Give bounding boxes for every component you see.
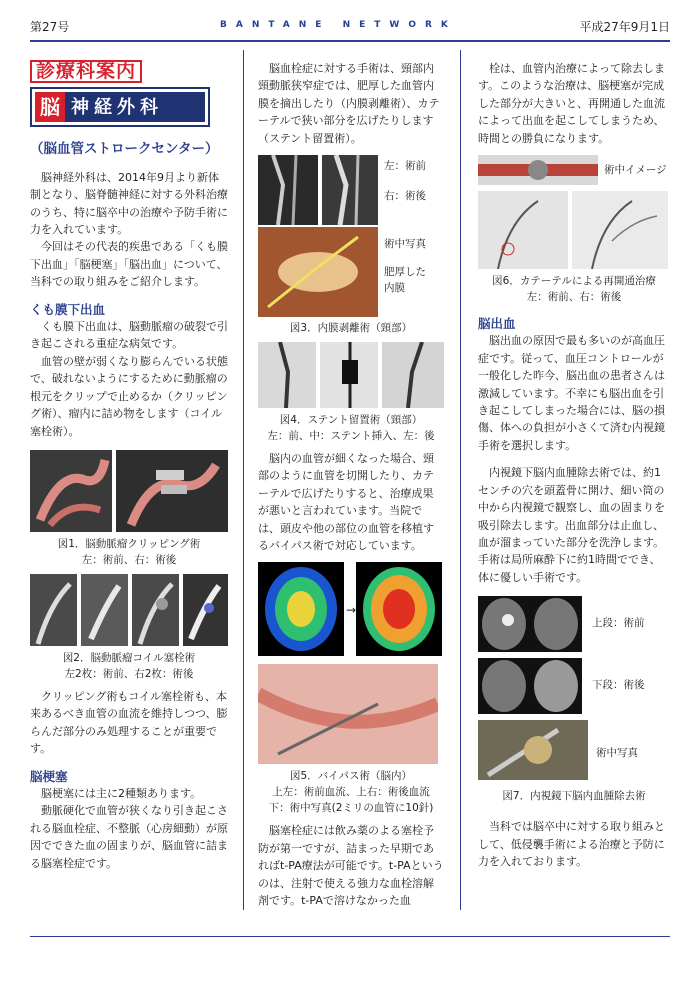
fig1-title: 図1．脳動脈瘤クリッピング術 [57, 537, 201, 550]
figure-3 [258, 155, 444, 320]
infarct-paragraph-1: 脳梗塞には主に2種類あります。 [41, 786, 202, 800]
fig5-preop-flow-image [258, 562, 344, 656]
closing-paragraph: 当科では脳卒中に対する取り組みとして、低侵襲手術による治療と予防に力を入れております。 [478, 820, 665, 868]
issue-number: 第27号 [30, 20, 70, 34]
sah-heading: くも膜下出血 [30, 301, 106, 317]
fig5-postop-flow-image [356, 562, 442, 656]
column-1 [30, 60, 228, 872]
infarct-paragraph-2: 動脈硬化で血管が狭くなり引き起こされる脳血栓症、不整脈（心房細動）が原因でできた血の固まりが、脳血管に詰まる脳塞栓症です。 [30, 804, 228, 870]
figure-7 [478, 596, 670, 784]
footer-rule [30, 936, 670, 937]
infarct-heading: 脳梗塞 [30, 768, 68, 784]
arrow-icon: → [346, 603, 357, 618]
fig4-image-3 [382, 342, 444, 408]
fig1-subcaption: 左：術前、右：術後 [81, 553, 177, 566]
col2-paragraph-3: 脳塞栓症には飲み薬のよる塞栓予防が第一ですが、詰まった早期であればt-PA療法が可能です。t-PAというのは、注射で使える強力な血栓溶解剤です。t-PAで溶けなかった血 [258, 824, 444, 908]
fig1-postop-image [116, 450, 228, 532]
fig4-image-1 [258, 342, 316, 408]
figure-2-caption [30, 650, 228, 682]
col2-paragraph-2: 脳内の血管が細くなった場合、頸部のように血管を切開したり、カテーテルで広げたりすると、治療成果が悪いと言われています。当院では、頭皮や他の部位の血管を移植するバイパス術で対応しています。 [258, 452, 434, 553]
fig7-surgery-photo [478, 720, 588, 780]
fig3-preop-image [258, 155, 318, 225]
fig7-label-preop: 上段：術前 [592, 617, 645, 630]
fig3-label-preop: 左：術前 [384, 160, 426, 173]
sah-paragraph-2: 血管の壁が弱くなり膨らんでいる状態で、破れないようにするために動脈瘤の根元をクリップで止めるか（クリッピング術）、瘤内に詰め物をします（コイル塞栓術）。 [30, 354, 228, 438]
figure-2-images [30, 574, 228, 646]
fig2-image-4 [183, 574, 228, 646]
fig6-preop-image [478, 191, 568, 269]
ich-heading: 脳出血 [478, 316, 516, 332]
fig2-image-1 [30, 574, 77, 646]
figure-4-caption [258, 412, 444, 444]
fig5-title: 図5．バイパス術（脳内） [290, 770, 412, 783]
department-subtitle: （脳血管ストロークセンター） [30, 141, 219, 158]
department-title-box [30, 87, 210, 127]
fig6-intraop-image [478, 155, 598, 185]
column-2 [258, 60, 444, 910]
fig7-label-postop: 下段：術後 [592, 679, 645, 692]
figure-1-caption [30, 536, 228, 568]
fig3-label-surgery: 術中写真 [384, 238, 426, 251]
col2-paragraph-1: 脳血栓症に対する手術は、頸部内頸動脈狭窄症では、肥厚した血管内膜を摘出したり（内膜剥離術）、カテーテルで狭い部分を広げたりします（ステント留置術）。 [258, 62, 440, 145]
newsletter-title: BANTANE NETWORK [220, 20, 457, 30]
fig6-postop-image [572, 191, 668, 269]
figure-6-caption [478, 273, 670, 305]
column-divider-2 [460, 50, 461, 910]
issue-date: 平成27年9月1日 [579, 20, 670, 34]
fig7-title: 図7．内視鏡下脳内血腫除去術 [502, 790, 646, 803]
sah-paragraph-1: くも膜下出血は、脳動脈瘤の破裂で引き起こされる重症な病気です。 [30, 320, 228, 351]
fig3-title: 図3．内膜剥離術（頸部） [289, 322, 413, 335]
fig5-blood-flow-images [258, 562, 444, 658]
fig3-label-postop: 右：術後 [384, 190, 426, 203]
section-kicker: 診療科案内 [30, 60, 142, 83]
fig3-surgery-photo [258, 227, 378, 317]
department-kanji: 脳 [35, 92, 65, 122]
fig3-postop-image [322, 155, 378, 225]
fig7-preop-ct [478, 596, 582, 652]
department-name: 神経外科 [71, 96, 163, 118]
fig5-surgery-photo [258, 664, 438, 764]
fig2-title: 図2．脳動脈瘤コイル塞栓術 [62, 651, 196, 664]
column-divider-1 [243, 50, 244, 910]
figure-4-images [258, 342, 444, 408]
sah-paragraph-3: クリッピング術もコイル塞栓術も、本来あるべき血管の血流を維持しつつ、膨らんだ部分のみ処理することが重要です。 [30, 689, 228, 756]
col3-paragraph-1: 栓は、血管内治療によって除去します。このような治療は、脳梗塞が完成した部分が大きいと、再開通した血流によって出血を起こしてしまうため、時間との勝負になります。 [478, 62, 665, 145]
fig2-image-2 [81, 574, 128, 646]
fig6-intraop-row [478, 155, 670, 187]
fig5-subcaption-1: 上左：術前血流、上右：術後血流 [272, 786, 430, 799]
fig3-label-intima: 内膜 [384, 282, 405, 295]
ich-paragraph-1: 脳出血の原因で最も多いのが高血圧症です。従って、血圧コントロールが一般化した昨今、脳出血の患者さんは激減しています。不幸にも脳出血を引き起こしてしまった場合には、脳の損傷、体への負担が小さくて済む内視鏡手術を選択します。 [478, 334, 665, 452]
fig7-label-surgery: 術中写真 [596, 747, 638, 760]
intro-paragraph-1: 脳神経外科は、2014年9月より新体制となり、脳脊髄神経に対する外科治療のうち、特に脳卒中の治療や予防手術に力を入れています。 [30, 170, 228, 237]
fig2-image-3 [132, 574, 179, 646]
fig4-title: 図4．ステント留置術（頸部） [279, 414, 423, 427]
figure-5-caption [258, 768, 444, 816]
fig4-subcaption: 左：前、中：ステント挿入、左：後 [267, 430, 435, 443]
fig4-image-2 [320, 342, 378, 408]
fig6-intraop-label: 術中イメージ [604, 164, 667, 177]
header-rule [30, 40, 670, 42]
fig3-label-thickened: 肥厚した [384, 266, 426, 279]
figure-6-images [478, 191, 670, 269]
figure-1-images [30, 450, 228, 532]
fig6-title: 図6．カテーテルによる再開通治療 [492, 275, 656, 288]
fig1-preop-image [30, 450, 112, 532]
fig6-subcaption: 左：術前、右：術後 [526, 291, 622, 304]
intro-paragraph-2: 今回はその代表的疾患である「くも膜下出血」「脳梗塞」「脳出血」について、当科での取り組みをご紹介します。 [30, 240, 228, 289]
column-3 [478, 60, 670, 870]
fig5-subcaption-2: 下：術中写真(2ミリの血管に10針) [268, 802, 434, 815]
fig7-postop-ct [478, 658, 582, 714]
ich-paragraph-2: 内視鏡下脳内血腫除去術では、約1センチの穴を頭蓋骨に開け、細い筒の中から内視鏡で観察し、血の固まりを吸引除去します。出血部分は止血し、血が溜まっていた部分を洗浄します。手術は局所麻酔下に約1時間ででき、体に優しい手術です。 [478, 466, 665, 584]
fig2-subcaption: 左2枚：術前、右2枚：術後 [64, 667, 194, 680]
page-header [30, 14, 670, 40]
